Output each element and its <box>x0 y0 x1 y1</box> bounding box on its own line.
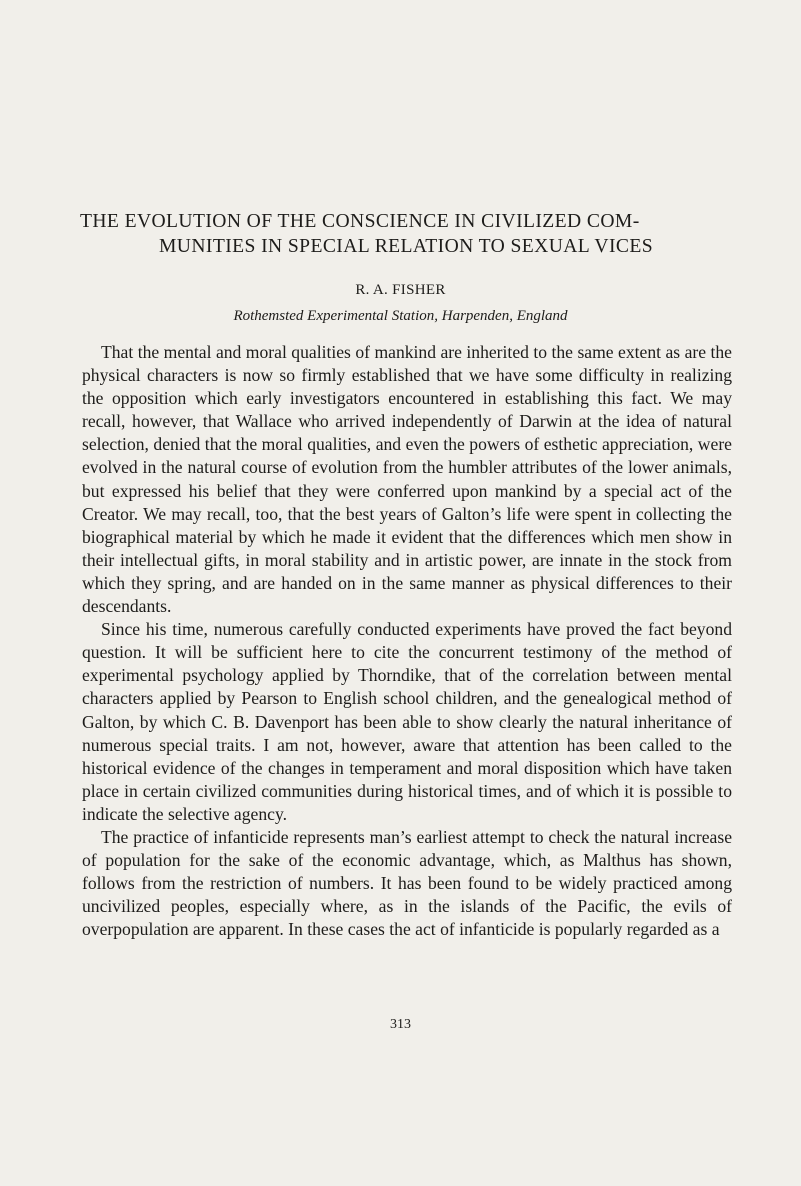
author-name: R. A. FISHER <box>355 282 446 298</box>
title-line-2: MUNITIES IN SPECIAL RELATION TO SEXUAL VICES <box>158 236 654 257</box>
paragraph: That the mental and moral qualities of mankind are inherited to the same extent as are the physical characters is now so firmly established that we have some difficulty in realizing the opposition which early investigators encountered in establishing this fact. We may recall, however, that Wallace who arrived independently of Darwin at the idea of natural selection, denied that the moral qualities, and even the powers of esthetic appreciation, were evolved in the natural course of evolution from the humbler attributes of the lower animals, but expressed his belief that they were conferred upon mankind by a special act of the Creator. We may recall, too, that the best years of Galton’s life were spent in collecting the biographical material by which he made it evident that the differences which men show in their intellectual gifts, in moral stability and in artistic power, are innate in the stock from which they spring, and are handed on in the same manner as physical differences to their descendants. <box>82 342 732 617</box>
article-body <box>82 341 732 941</box>
paragraph: The practice of infanticide represents man’s earliest attempt to check the natural increase of population for the sake of the economic advantage, which, as Malthus has shown, follows from the restriction of numbers. It has been found to be widely practiced among uncivilized peoples, especially where, as in the islands of the Pacific, the evils of overpopulation are apparent. In these cases the act of infanticide is popularly regarded as a <box>82 826 732 940</box>
article-title <box>80 209 732 259</box>
title-line-1: THE EVOLUTION OF THE CONSCIENCE IN CIVILIZED COM- <box>80 211 640 232</box>
page-number: 313 <box>390 1017 411 1032</box>
paragraph: Since his time, numerous carefully conducted experiments have proved the fact beyond question. It will be sufficient here to cite the concurrent testimony of the method of experimental psychology applied by Thorndike, that of the correlation between mental characters applied by Pearson to English school children, and the genealogical method of Galton, by which C. B. Davenport has been able to show clearly the natural inheritance of numerous special traits. I am not, however, aware that attention has been called to the historical evidence of the changes in temperament and moral disposition which have taken place in certain civilized communities during historical times, and of which it is possible to indicate the selective agency. <box>82 619 732 824</box>
author-affiliation: Rothemsted Experimental Station, Harpenden, England <box>233 308 568 324</box>
